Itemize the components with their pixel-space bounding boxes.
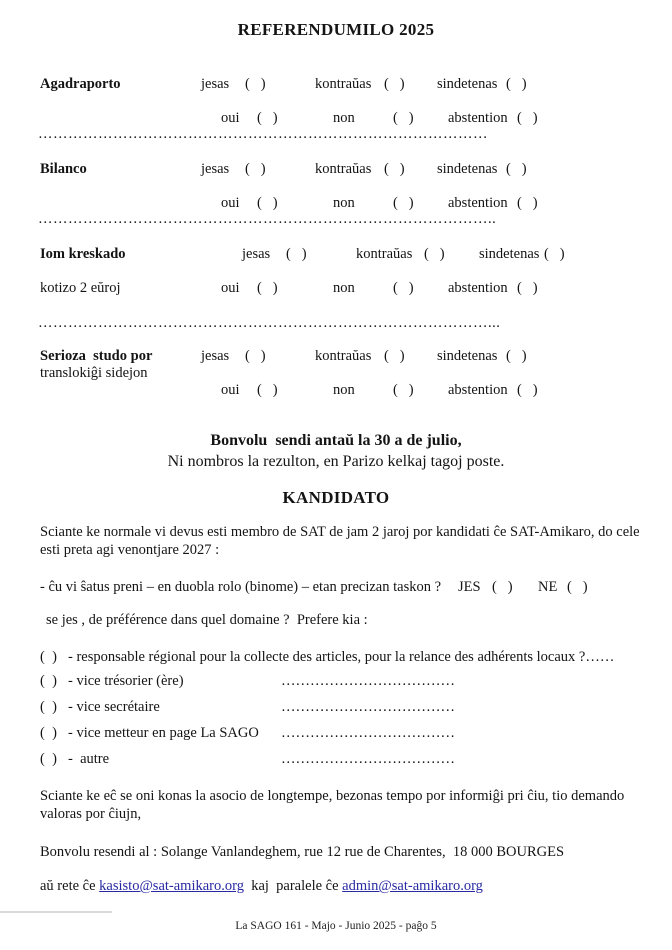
kontrauas-label: kontraŭas — [315, 348, 372, 364]
oui-checkbox[interactable]: ( ) — [257, 280, 278, 296]
role-checkbox[interactable]: ( ) — [40, 725, 57, 741]
role-label: - autre — [68, 751, 110, 767]
scan-artifact-line — [0, 911, 112, 913]
sindetenas-checkbox[interactable]: ( ) — [506, 76, 527, 92]
role-label: - vice trésorier (ère) — [68, 673, 184, 689]
role-checkbox[interactable]: ( ) — [40, 649, 57, 665]
role-answer-dots: ……………………………… — [281, 751, 455, 767]
non-checkbox[interactable]: ( ) — [393, 280, 414, 296]
answer-dotted-line: ……………………………………………………………………………….. — [38, 211, 497, 227]
non-checkbox[interactable]: ( ) — [393, 382, 414, 398]
admin-email-link[interactable]: admin@sat-amikaro.org — [342, 878, 483, 894]
jesas-label: jesas — [201, 348, 230, 364]
role-label: - responsable régional pour la collecte des articles, pour la relance des adhérents locaux ?…… — [68, 649, 615, 665]
jes-label: JES — [458, 579, 481, 595]
oui-label: oui — [221, 110, 240, 126]
sindetenas-label: sindetenas — [479, 246, 540, 262]
abstention-checkbox[interactable]: ( ) — [517, 382, 538, 398]
kontrauas-label: kontraŭas — [356, 246, 413, 262]
role-checkbox[interactable]: ( ) — [40, 751, 57, 767]
jesas-checkbox[interactable]: ( ) — [245, 76, 266, 92]
kandidato-heading: KANDIDATO — [282, 488, 390, 507]
answer-dotted-line: ……………………………………………………………………………… — [38, 126, 488, 142]
kontrauas-checkbox[interactable]: ( ) — [384, 161, 405, 177]
sindetenas-checkbox[interactable]: ( ) — [506, 161, 527, 177]
role-label: - vice secrétaire — [68, 699, 160, 715]
kontrauas-checkbox[interactable]: ( ) — [384, 348, 405, 364]
jesas-label: jesas — [201, 161, 230, 177]
role-row-autre — [0, 751, 672, 771]
oui-label: oui — [221, 382, 240, 398]
iom-kreskado-vote-row-eo — [0, 246, 672, 266]
role-row-vice-secretaire — [0, 699, 672, 719]
non-checkbox[interactable]: ( ) — [393, 195, 414, 211]
online-middle-text: kaj paralele ĉe — [243, 878, 343, 894]
role-checkbox[interactable]: ( ) — [40, 699, 57, 715]
role-row-vice-tresorier — [0, 673, 672, 693]
agadraporto-vote-row-eo — [0, 76, 672, 96]
jesas-checkbox[interactable]: ( ) — [245, 161, 266, 177]
jesas-label: jesas — [242, 246, 271, 262]
section-title-iom-kreskado: Iom kreskado — [40, 246, 126, 262]
sindetenas-label: sindetenas — [437, 348, 498, 364]
online-send-line — [40, 878, 483, 895]
oui-checkbox[interactable]: ( ) — [257, 195, 278, 211]
oui-label: oui — [221, 280, 240, 296]
oui-label: oui — [221, 195, 240, 211]
closing-note-line-1: Sciante ke eĉ se oni konas la asocio de longtempe, bezonas tempo por informiĝi pri ĉiu, tio demando — [40, 788, 625, 804]
task-question-row — [0, 579, 672, 599]
page-footer: La SAGO 161 - Majo - Junio 2025 - paĝo 5 — [235, 920, 437, 932]
non-label: non — [333, 382, 355, 398]
resend-address-line: Bonvolu resendi al : Solange Vanlandeghem, rue 12 rue de Charentes, 18 000 BOURGES — [40, 844, 565, 860]
jes-checkbox[interactable]: ( ) — [492, 579, 513, 595]
kontrauas-checkbox[interactable]: ( ) — [424, 246, 445, 262]
serioza-studo-vote-row-fr — [0, 382, 672, 402]
role-answer-dots: ……………………………… — [281, 699, 455, 715]
abstention-label: abstention — [448, 280, 508, 296]
role-answer-dots: ……………………………… — [281, 673, 455, 689]
non-label: non — [333, 110, 355, 126]
abstention-checkbox[interactable]: ( ) — [517, 110, 538, 126]
abstention-checkbox[interactable]: ( ) — [517, 280, 538, 296]
kontrauas-label: kontraŭas — [315, 161, 372, 177]
section-title-bilanco: Bilanco — [40, 161, 87, 177]
kontrauas-checkbox[interactable]: ( ) — [384, 76, 405, 92]
kotizo-side-note: kotizo 2 eŭroj — [40, 280, 121, 296]
role-row-vice-metteur — [0, 725, 672, 745]
bilanco-vote-row-eo — [0, 161, 672, 181]
ne-label: NE — [538, 579, 558, 595]
section-title-serioza-studo: Serioza studo por — [40, 348, 153, 364]
role-row-responsable — [0, 649, 672, 669]
abstention-checkbox[interactable]: ( ) — [517, 195, 538, 211]
role-answer-dots: ……………………………… — [281, 725, 455, 741]
abstention-label: abstention — [448, 382, 508, 398]
ne-checkbox[interactable]: ( ) — [567, 579, 588, 595]
answer-dotted-line: ………………………………………………………………………………... — [38, 315, 501, 331]
deadline-normal-line: Ni nombros la rezulton, en Parizo kelkaj tagoj poste. — [167, 453, 505, 470]
deadline-bold-line: Bonvolu sendi antaŭ la 30 a de julio, — [210, 432, 462, 449]
section-title-agadraporto: Agadraporto — [40, 76, 121, 92]
jesas-checkbox[interactable]: ( ) — [245, 348, 266, 364]
oui-checkbox[interactable]: ( ) — [257, 110, 278, 126]
preference-line: se jes , de préférence dans quel domaine ? Prefere kia : — [46, 612, 368, 628]
closing-note-line-2: valoras por ĉiujn, — [40, 806, 142, 822]
role-label: - vice metteur en page La SAGO — [68, 725, 259, 741]
section-subtitle: translokiĝi sidejon — [40, 365, 148, 381]
kandidato-intro-line-2: esti preta agi venontjare 2027 : — [40, 542, 220, 558]
sindetenas-label: sindetenas — [437, 76, 498, 92]
jesas-label: jesas — [201, 76, 230, 92]
abstention-label: abstention — [448, 110, 508, 126]
non-label: non — [333, 195, 355, 211]
page-title: REFERENDUMILO 2025 — [237, 20, 435, 39]
iom-kreskado-vote-row-fr — [0, 280, 672, 300]
online-prefix-text: aŭ rete ĉe — [40, 878, 100, 894]
non-label: non — [333, 280, 355, 296]
kasisto-email-link[interactable]: kasisto@sat-amikaro.org — [99, 878, 244, 894]
oui-checkbox[interactable]: ( ) — [257, 382, 278, 398]
sindetenas-checkbox[interactable]: ( ) — [506, 348, 527, 364]
abstention-label: abstention — [448, 195, 508, 211]
kandidato-intro-line-1: Sciante ke normale vi devus esti membro de SAT de jam 2 jaroj por kandidati ĉe SAT-Amikaro, do cele — [40, 524, 640, 540]
jesas-checkbox[interactable]: ( ) — [286, 246, 307, 262]
non-checkbox[interactable]: ( ) — [393, 110, 414, 126]
sindetenas-checkbox[interactable]: ( ) — [544, 246, 565, 262]
sindetenas-label: sindetenas — [437, 161, 498, 177]
kontrauas-label: kontraŭas — [315, 76, 372, 92]
role-checkbox[interactable]: ( ) — [40, 673, 57, 689]
task-question: - ĉu vi ŝatus preni – en duobla rolo (binome) – etan precizan taskon ? — [40, 579, 442, 595]
